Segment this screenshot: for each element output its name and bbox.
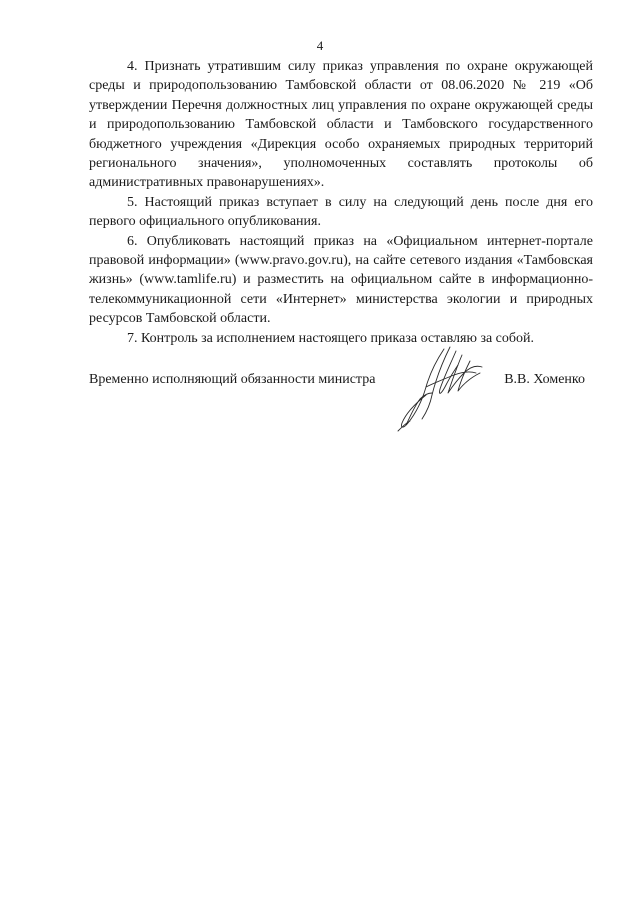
signatory-name: В.В. Хоменко (504, 372, 585, 387)
signature-block (89, 372, 593, 392)
paragraph-4: 4. Признать утратившим силу приказ управления по охране окружающей среды и природопользованию Тамбовской области от 08.06.2020 № 219 «Об утверждении Перечня должностных лиц управления по охране окружающей среды и природопользованию Тамбовской области и Тамбовского государственного бюджетного учреждения «Дирекция особо охраняемых природных территорий регионального значения», уполномоченных составлять протоколы об административных правонарушениях». (89, 59, 593, 191)
signatory-position: Временно исполняющий обязанности министра (89, 372, 376, 387)
paragraph-5: 5. Настоящий приказ вступает в силу на следующий день после дня его первого официального опубликования. (89, 194, 593, 230)
page-number: 4 (316, 38, 324, 53)
order-body (89, 57, 593, 348)
paragraph-7: 7. Контроль за исполнением настоящего приказа оставляю за собой. (127, 330, 535, 346)
paragraph-6: 6. Опубликовать настоящий приказ на «Официальном интернет-портале правовой информации» (www.pravo.gov.ru), на сайте сетевого издания «Тамбовская жизнь» (www.tamlife.ru) и разместить на официальном сайте в информационно-телекоммуникационной сети «Интернет» министерства экологии и природных ресурсов Тамбовской области. (89, 233, 593, 327)
